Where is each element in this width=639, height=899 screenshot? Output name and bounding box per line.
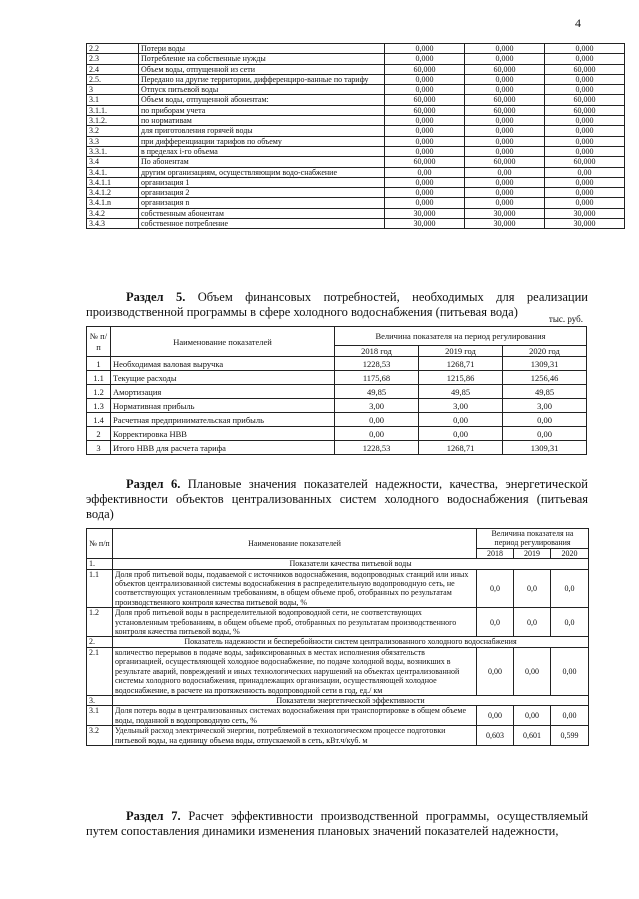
value-2018: 60,000 [385,95,465,105]
table-row [87,385,587,399]
section7-heading [86,809,588,839]
value-2019: 60,000 [465,95,545,105]
table-row [87,116,625,126]
value-2020: 1309,31 [503,441,587,455]
section6-label: Раздел 6. [126,477,181,491]
value-2019: 0,000 [465,85,545,95]
value-2018: 1228,53 [335,357,419,371]
value-2018: 0,000 [385,85,465,95]
section-title: Показатели качества питьевой воды [113,559,589,569]
value-2019: 0,000 [465,126,545,136]
value-2019: 0,000 [465,177,545,187]
value-2019: 1215,86 [419,371,503,385]
section5-heading [86,290,588,320]
row-code: 2.2 [87,44,139,54]
value-2019: 60,000 [465,157,545,167]
value-2018: 60,000 [385,64,465,74]
section6-heading [86,477,588,522]
row-name: Удельный расход электрической энергии, потребляемой в технологическом процессе подготовки питьевой воды, на единицу объема воды, отпускаемой в сеть, кВт.ч/куб. м [113,726,477,746]
value-2019: 0,00 [419,427,503,441]
value-2020: 1256,46 [503,371,587,385]
value-2018: 60,000 [385,105,465,115]
table-row [87,188,625,198]
table-row [87,177,625,187]
row-code: 2.4 [87,64,139,74]
value-2019: 3,00 [419,399,503,413]
value-2020: 3,00 [503,399,587,413]
row-name: Доля проб питьевой воды в распределительной водопроводной сети, не соответствующих установленным требованиям, в общем объеме проб, отобранных по результатам производственного контроля качества питьевой воды, % [113,608,477,637]
section5-title: Объем финансовых потребностей, необходимых для реализации производственной программы в сфере холодного водоснабжения (питьевая вода) [86,290,588,319]
row-code: 3.4.1.2 [87,188,139,198]
value-2018: 0,000 [385,198,465,208]
row-code: 3.4.2 [87,208,139,218]
value-2018: 0,0 [477,569,514,608]
row-name: Объем воды, отпущенной из сети [139,64,385,74]
table-row [87,64,625,74]
table-row [87,105,625,115]
row-code: 3.1.1. [87,105,139,115]
value-2018: 0,000 [385,54,465,64]
row-name: Расчетная предпринимательская прибыль [111,413,335,427]
table-row [87,647,589,695]
value-2019: 0,0 [514,569,551,608]
table-row [87,608,589,637]
value-2020: 0,000 [545,198,625,208]
value-2019: 0,00 [419,413,503,427]
value-2020: 0,000 [545,136,625,146]
table-row [87,198,625,208]
value-2018: 49,85 [335,385,419,399]
value-2020: 60,000 [545,95,625,105]
row-code: 2.1 [87,647,113,695]
section-title: Показатели энергетической эффективности [113,695,589,705]
value-2019: 0,00 [465,167,545,177]
value-2019: 0,000 [465,146,545,156]
row-name: Доля потерь воды в централизованных системах водоснабжения при транспортировке в общем объеме воды, поданной в водопроводную сеть, % [113,706,477,726]
section-title: Показатель надежности и бесперебойности систем централизованного холодного водоснабжения [113,637,589,647]
value-2020: 0,00 [503,427,587,441]
value-2020: 0,000 [545,188,625,198]
table-row [87,399,587,413]
row-code: 3.3 [87,136,139,146]
table-row [87,157,625,167]
table-row [87,219,625,229]
value-2019: 30,000 [465,219,545,229]
value-2019: 30,000 [465,208,545,218]
row-name: Потребление на собственные нужды [139,54,385,64]
value-2020: 30,000 [545,219,625,229]
table-row [87,357,587,371]
section-row [87,637,589,647]
section7-label: Раздел 7. [126,809,181,823]
value-2019: 0,000 [465,136,545,146]
value-2018: 1228,53 [335,441,419,455]
value-2018: 0,0 [477,608,514,637]
row-name: Корректировка НВВ [111,427,335,441]
value-2020: 0,000 [545,146,625,156]
row-name: Нормативная прибыль [111,399,335,413]
row-name: Потери воды [139,44,385,54]
row-code: 1.2 [87,385,111,399]
value-2019: 0,000 [465,74,545,84]
row-code: 3.1.2. [87,116,139,126]
row-name: собственным абонентам [139,208,385,218]
table-row [87,146,625,156]
value-2018: 0,000 [385,74,465,84]
value-2018: 0,00 [477,706,514,726]
table-row [87,413,587,427]
table-row [87,167,625,177]
row-name: по приборам учета [139,105,385,115]
value-2019: 49,85 [419,385,503,399]
row-code: 3.4.3 [87,219,139,229]
value-2018: 30,000 [385,219,465,229]
table-row [87,74,625,84]
page-number: 4 [575,16,581,30]
row-name: в пределах i-го объема [139,146,385,156]
header-name: Наименование показателей [113,529,477,559]
value-2018: 0,000 [385,44,465,54]
value-2020: 49,85 [503,385,587,399]
value-2020: 60,000 [545,105,625,115]
row-code: 1. [87,559,113,569]
row-code: 3.3.1. [87,146,139,156]
value-2019: 0,00 [514,706,551,726]
table-row [87,54,625,64]
section6-title: Плановые значения показателей надежности, качества, энергетической эффективности объектов централизованных систем холодного водоснабжения (питьевая вода) [86,477,588,521]
value-2018: 1175,68 [335,371,419,385]
value-2018: 0,00 [335,413,419,427]
row-code: 3 [87,441,111,455]
value-2020: 0,0 [551,569,589,608]
row-code: 1.1 [87,569,113,608]
water-balance-table [86,43,625,229]
row-name: другим организациям, осуществляющим водо-снабжение [139,167,385,177]
row-name: Необходимая валовая выручка [111,357,335,371]
row-code: 1.1 [87,371,111,385]
value-2019: 0,0 [514,608,551,637]
row-code: 2.5. [87,74,139,84]
header-year-2019: 2019 год [419,346,503,357]
row-code: 3.4.1.1 [87,177,139,187]
header-group: Величина показателя на период регулирования [335,327,587,346]
row-code: 3.4 [87,157,139,167]
row-code: 1 [87,357,111,371]
row-name: Объем воды, отпущенной абонентам: [139,95,385,105]
value-2020: 0,00 [545,167,625,177]
table-row [87,371,587,385]
value-2020: 1309,31 [503,357,587,371]
value-2018: 60,000 [385,157,465,167]
row-code: 3.2 [87,126,139,136]
row-name: организация 2 [139,188,385,198]
table-row [87,569,589,608]
row-name: Передано на другие территории, дифференциро-ванные по тарифу [139,74,385,84]
row-code: 3 [87,85,139,95]
row-name: организация n [139,198,385,208]
row-name: организация 1 [139,177,385,187]
value-2019: 60,000 [465,64,545,74]
value-2018: 0,000 [385,116,465,126]
table-row [87,85,625,95]
value-2019: 1268,71 [419,357,503,371]
row-name: Отпуск питьевой воды [139,85,385,95]
value-2019: 0,000 [465,54,545,64]
table-row [87,706,589,726]
row-code: 1.4 [87,413,111,427]
table-row [87,441,587,455]
header-year-2020: 2020 год [503,346,587,357]
row-code: 2.3 [87,54,139,64]
row-code: 1.2 [87,608,113,637]
row-code: 1.3 [87,399,111,413]
value-2020: 0,00 [551,647,589,695]
row-code: 3.4.1. [87,167,139,177]
value-2018: 0,000 [385,146,465,156]
value-2019: 0,601 [514,726,551,746]
row-name: для приготовления горячей воды [139,126,385,136]
table-row [87,208,625,218]
value-2018: 0,00 [335,427,419,441]
row-code: 3.2 [87,726,113,746]
value-2020: 0,000 [545,116,625,126]
value-2020: 0,000 [545,44,625,54]
header-year-2018: 2018 [477,548,514,558]
value-2019: 0,000 [465,44,545,54]
header-year-2018: 2018 год [335,346,419,357]
section-row [87,695,589,705]
table-row [87,136,625,146]
row-code: 3. [87,695,113,705]
header-group: Величина показателя на период регулирования [477,529,589,549]
value-2019: 0,000 [465,198,545,208]
table-row [87,126,625,136]
value-2019: 60,000 [465,105,545,115]
section5-label: Раздел 5. [126,290,186,304]
row-code: 2. [87,637,113,647]
section-row [87,559,589,569]
reliability-indicators-table [86,528,589,746]
row-name: Текущие расходы [111,371,335,385]
value-2018: 0,000 [385,188,465,198]
value-2018: 0,603 [477,726,514,746]
value-2020: 0,0 [551,608,589,637]
row-code: 3.1 [87,706,113,726]
header-year-2019: 2019 [514,548,551,558]
value-2019: 0,00 [514,647,551,695]
header-num: № п/п [87,529,113,559]
value-2019: 0,000 [465,188,545,198]
value-2020: 0,000 [545,85,625,95]
value-2018: 0,000 [385,136,465,146]
value-2020: 0,00 [503,413,587,427]
value-2020: 0,599 [551,726,589,746]
row-name: собственное потребление [139,219,385,229]
value-2018: 0,000 [385,177,465,187]
value-2020: 0,00 [551,706,589,726]
row-code: 2 [87,427,111,441]
value-2018: 0,00 [477,647,514,695]
table-row [87,44,625,54]
value-2020: 0,000 [545,74,625,84]
row-name: Доля проб питьевой воды, подаваемой с источников водоснабжения, водопроводных станций или иных объектов централизованной системы водоснабжения в распределительную водопроводную сеть, не соответствующих установленным требованиям, в общем объеме проб, отобранных по результатам производственного контроля качества питьевой воды, % [113,569,477,608]
value-2020: 30,000 [545,208,625,218]
section7-title: Расчет эффективности производственной программы, осуществляемый путем сопоставления динамики изменения плановых значений показателей надежности, [86,809,589,838]
value-2020: 0,000 [545,54,625,64]
value-2020: 0,000 [545,126,625,136]
value-2020: 60,000 [545,157,625,167]
value-2019: 0,000 [465,116,545,126]
value-2018: 0,00 [385,167,465,177]
table-row [87,95,625,105]
value-2018: 3,00 [335,399,419,413]
row-code: 3.4.1.n [87,198,139,208]
section5-unit: тыс. руб. [548,314,583,324]
row-code: 3.1 [87,95,139,105]
financial-needs-table [86,326,587,455]
header-name: Наименование показателей [111,327,335,357]
table-row [87,726,589,746]
value-2018: 30,000 [385,208,465,218]
value-2020: 60,000 [545,64,625,74]
row-name: Амортизация [111,385,335,399]
value-2018: 0,000 [385,126,465,136]
value-2019: 1268,71 [419,441,503,455]
row-name: Итого НВВ для расчета тарифа [111,441,335,455]
row-name: при дифференциации тарифов по объему [139,136,385,146]
header-num: № п/п [87,327,111,357]
row-name: по нормативам [139,116,385,126]
header-year-2020: 2020 [551,548,589,558]
row-name: По абонентам [139,157,385,167]
value-2020: 0,000 [545,177,625,187]
row-name: количество перерывов в подаче воды, зафиксированных в местах исполнения обязательств организацией, осуществляющей холодное водоснабжение, по подаче холодной воды, возникших в результате аварий, повреждений и иных технологических нарушений на объектах централизованной системы холодного водоснабжения, принадлежащих организации, осуществляющей холодное водоснабжение, в расчете на протяженность водопроводной сети в год, ед./ км [113,647,477,695]
table-row [87,427,587,441]
